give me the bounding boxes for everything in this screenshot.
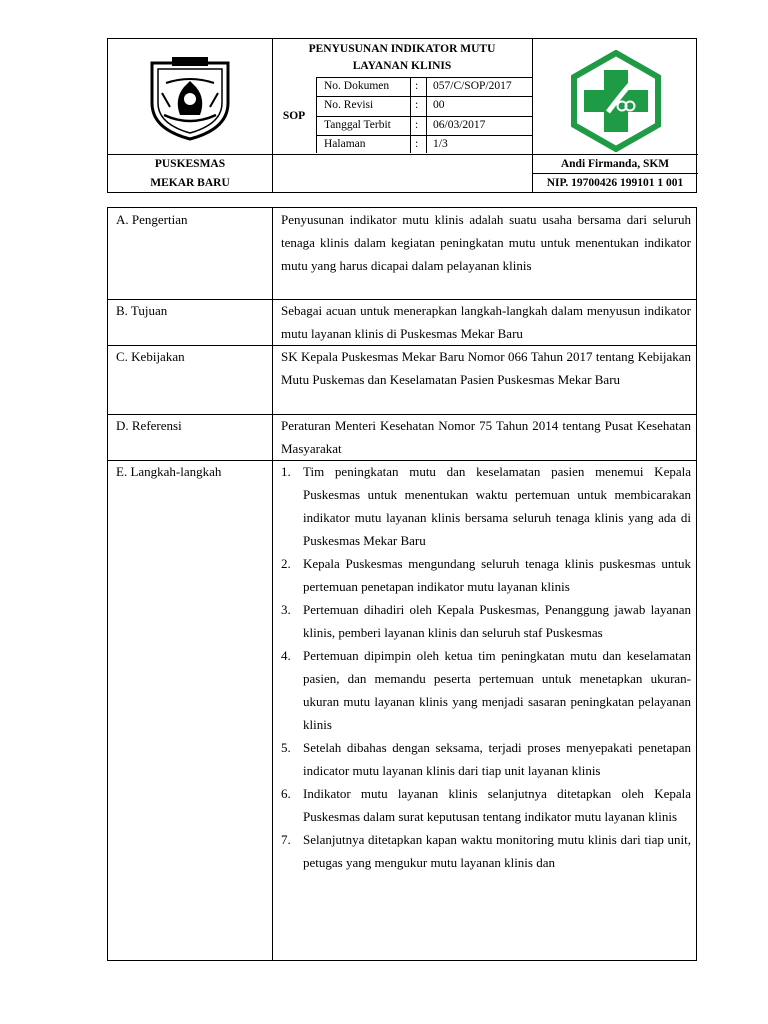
issue-date-value: 06/03/2017 <box>433 119 486 131</box>
section-text-kebijakan: SK Kepala Puskesmas Mekar Baru Nomor 066 Tahun 2017 tentang Kebijakan Mutu Puskemas dan Keselamatan Pasien Puskesmas Mekar Baru <box>281 349 691 387</box>
list-item <box>281 644 691 736</box>
list-item <box>281 598 691 644</box>
regional-seal-icon <box>144 53 236 143</box>
section-text-pengertian: Penyusunan indikator mutu klinis adalah suatu usaha bersama dari seluruh tenaga klinis dalam kegiatan peningkatan mutu untuk menentukan indikator mutu yang harus dicapai dalam pelayanan klinis <box>281 212 691 273</box>
list-item <box>281 552 691 598</box>
header-divider <box>410 77 411 153</box>
step-text: Pertemuan dihadiri oleh Kepala Puskesmas, Penanggung jawab layanan klinis, pemberi layanan klinis dan seluruh staf Puskesmas <box>303 602 691 640</box>
document-header-table <box>107 38 697 193</box>
step-number: 5. <box>281 740 291 755</box>
section-text-referensi: Peraturan Menteri Kesehatan Nomor 75 Tahun 2014 tentang Pusat Kesehatan Masyarakat <box>281 418 691 456</box>
list-item <box>281 828 691 874</box>
sop-label: SOP <box>282 110 306 122</box>
section-label-langkah: E. Langkah-langkah <box>116 464 222 479</box>
page-sep: : <box>415 138 419 150</box>
page-label: Halaman <box>324 138 366 150</box>
page-value: 1/3 <box>433 138 448 150</box>
step-text: Setelah dibahas dengan seksama, terjadi proses menyepakati penetapan indicator mutu layanan klinis dari tiap unit layanan klinis <box>303 740 691 778</box>
sop-content-table <box>107 207 697 961</box>
steps-list <box>281 460 691 874</box>
issue-date-label: Tanggal Terbit <box>324 119 391 131</box>
sop-title-line-2: LAYANAN KLINIS <box>352 60 452 72</box>
list-item <box>281 460 691 552</box>
section-label-pengertian: A. Pengertian <box>116 212 188 227</box>
puskesmas-logo-icon <box>570 50 662 152</box>
step-number: 3. <box>281 602 291 617</box>
header-divider <box>426 77 427 153</box>
step-text: Pertemuan dipimpin oleh ketua tim peningkatan mutu dan keselamatan pasien, dan memandu peserta pertemuan untuk menetapkan ukuran-ukuran mutu layanan klinis yang menjadi sasaran peningkatan pelayanan klinis <box>303 648 691 732</box>
step-number: 6. <box>281 786 291 801</box>
content-column-divider <box>272 208 273 960</box>
step-number: 1. <box>281 464 291 479</box>
step-number: 4. <box>281 648 291 663</box>
section-label-tujuan: B. Tujuan <box>116 303 168 318</box>
step-number: 7. <box>281 832 291 847</box>
org-name-line-1: PUSKESMAS <box>154 158 226 170</box>
signer-nip: NIP. 19700426 199101 1 001 <box>546 177 684 189</box>
steps-list-container <box>281 460 691 874</box>
step-text: Selanjutnya ditetapkan kapan waktu monitoring mutu klinis dari tiap unit, petugas yang mengukur mutu layanan klinis dan <box>303 832 691 870</box>
section-text-tujuan: Sebagai acuan untuk menerapkan langkah-langkah dalam menyusun indikator mutu layanan klinis di Puskesmas Mekar Baru <box>281 303 691 341</box>
step-number: 2. <box>281 556 291 571</box>
issue-date-sep: : <box>415 119 419 131</box>
revision-sep: : <box>415 99 419 111</box>
doc-number-label: No. Dokumen <box>324 80 390 92</box>
step-text: Kepala Puskesmas mengundang seluruh tenaga klinis puskesmas untuk pertemuan penetapan indikator mutu layanan klinis <box>303 556 691 594</box>
section-label-referensi: D. Referensi <box>116 418 182 433</box>
revision-value: 00 <box>433 99 445 111</box>
signer-name: Andi Firmanda, SKM <box>560 158 670 170</box>
org-name-line-2: MEKAR BARU <box>150 177 230 189</box>
sop-title-line-1: PENYUSUNAN INDIKATOR MUTU <box>308 43 496 55</box>
step-text: Indikator mutu layanan klinis selanjutnya ditetapkan oleh Kepala Puskesmas dalam surat keputusan tentang indikator mutu layanan klinis <box>303 786 691 824</box>
list-item <box>281 782 691 828</box>
list-item <box>281 736 691 782</box>
doc-number-value: 057/C/SOP/2017 <box>433 80 512 92</box>
header-divider <box>316 77 317 153</box>
doc-number-sep: : <box>415 80 419 92</box>
section-label-kebijakan: C. Kebijakan <box>116 349 185 364</box>
revision-label: No. Revisi <box>324 99 374 111</box>
step-text: Tim peningkatan mutu dan keselamatan pasien menemui Kepala Puskesmas untuk menentukan waktu pertemuan untuk membicarakan indikator mutu layanan klinis bersama seluruh tenaga klinis yang ada di Puskesmas Mekar Baru <box>303 464 691 548</box>
